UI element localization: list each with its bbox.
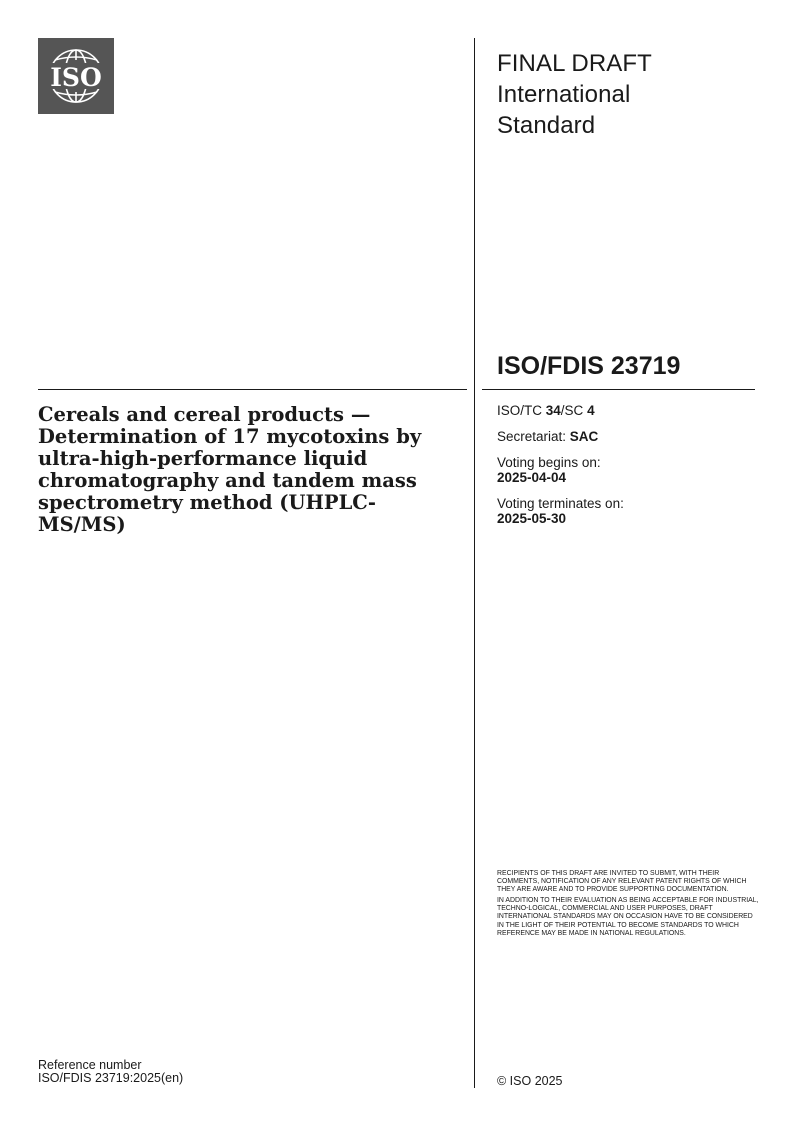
voting-begins-label: Voting begins on: (497, 455, 601, 470)
document-metadata (497, 403, 757, 537)
iso-globe-logo-icon (38, 38, 114, 114)
committee: ISO/TC 34/SC 4 (497, 403, 595, 418)
document-title: Cereals and cereal products — Determination of 17 mycotoxins by ultra-high-performance liquid chromatography and tandem mass spectrometry method (UHPLC-MS/MS) (38, 403, 422, 536)
doc-type-line: Standard (497, 112, 596, 139)
doc-id-rule (482, 389, 755, 390)
voting-terminates-date: 2025-05-30 (497, 511, 567, 526)
voting-terminates (497, 496, 757, 526)
draft-notice (497, 870, 759, 941)
voting-begins (497, 455, 757, 485)
logo-text: ISO (50, 63, 102, 92)
title-rule (38, 389, 467, 390)
reference-value: ISO/FDIS 23719:2025(en) (38, 1071, 184, 1085)
doc-type-line: International (497, 81, 631, 108)
voting-begins-date: 2025-04-04 (497, 470, 567, 485)
vertical-divider (474, 38, 475, 1088)
doc-type-line: FINAL DRAFT (497, 50, 652, 77)
notice-paragraph: RECIPIENTS OF THIS DRAFT ARE INVITED TO SUBMIT, WITH THEIR COMMENTS, NOTIFICATION OF ANY RELEVANT PATENT RIGHTS OF WHICH THEY ARE AWARE AND TO PROVIDE SUPPORTING DOCUMENTATION. (497, 870, 747, 894)
iso-logo (38, 38, 114, 114)
reference-number (38, 1059, 183, 1085)
document-id: ISO/FDIS 23719 (497, 352, 681, 380)
notice-paragraph: IN ADDITION TO THEIR EVALUATION AS BEING ACCEPTABLE FOR INDUSTRIAL, TECHNO-LOGICAL, COMMERCIAL AND USER PURPOSES, DRAFT INTERNATIONAL STANDARDS MAY ON OCCASION HAVE TO BE CONSIDERED IN THE LIGHT OF THEIR POTENTIAL TO BECOME STANDARDS TO WHICH REFERENCE MAY BE MADE IN NATIONAL REGULATIONS. (497, 897, 759, 937)
copyright: © ISO 2025 (497, 1074, 563, 1088)
secretariat: Secretariat: SAC (497, 429, 599, 444)
reference-label: Reference number (38, 1058, 142, 1072)
document-type (497, 48, 652, 141)
voting-terminates-label: Voting terminates on: (497, 496, 624, 511)
